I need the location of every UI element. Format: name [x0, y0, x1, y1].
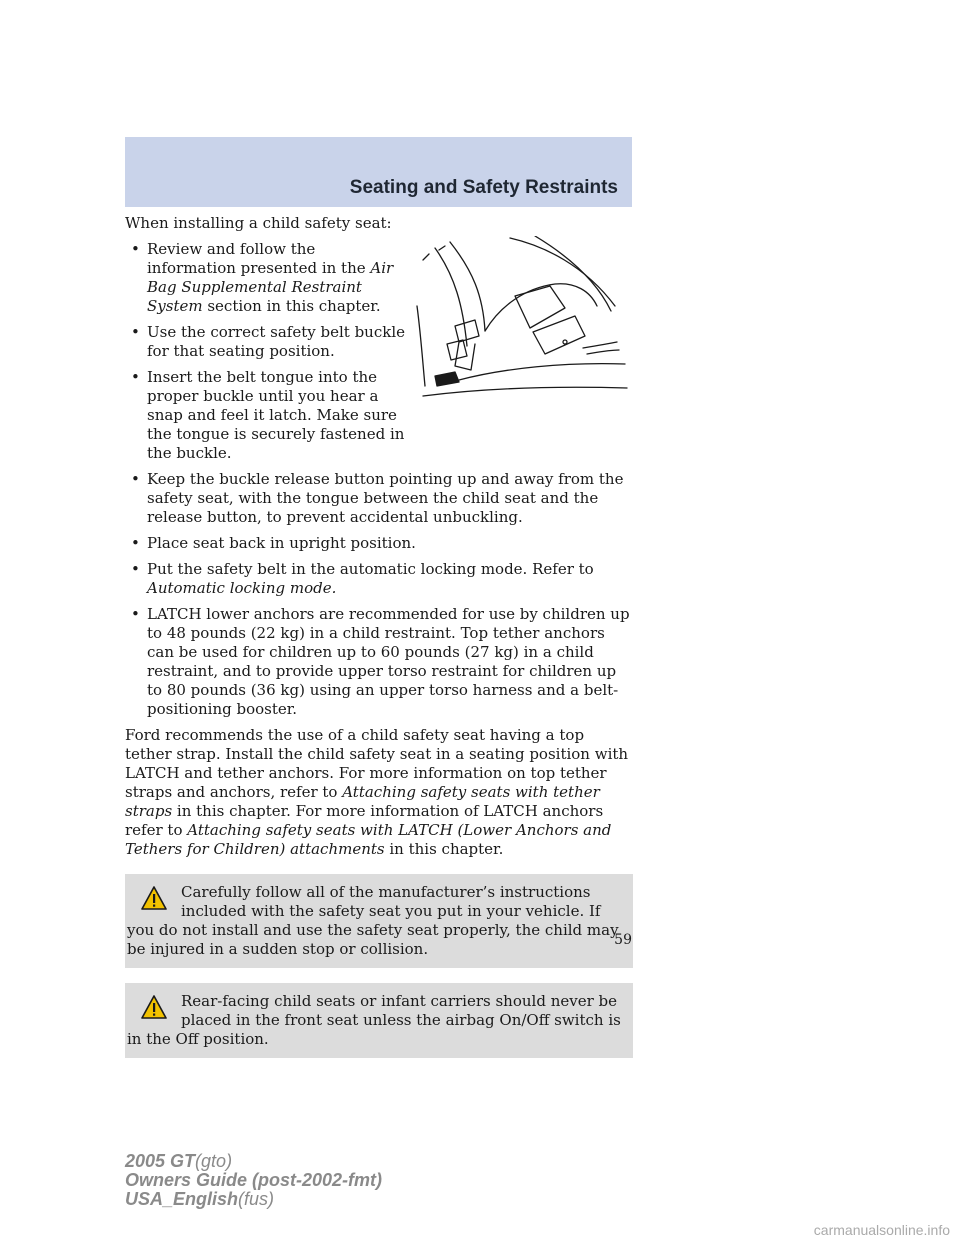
list-item: • Place seat back in upright position.	[131, 534, 416, 552]
bullet-icon: •	[131, 560, 140, 578]
warning-text: Rear-facing child seats or infant carriers should never be placed in the front seat unless the airbag On/Off switch is in the Off position.	[127, 992, 621, 1048]
bullet-icon: •	[131, 534, 140, 552]
reference-link-text: Automatic locking mode.	[147, 579, 337, 597]
list-item: • Put the safety belt in the automatic locking mode. Refer to Automatic locking mode.	[131, 560, 594, 597]
bottom-bullet-list	[125, 470, 633, 719]
bullet-icon: •	[131, 240, 140, 258]
bullet-icon: •	[131, 323, 140, 341]
watermark: carmanualsonline.info	[813, 1222, 950, 1238]
footer-line: Owners Guide (post-2002-fmt)	[125, 1170, 383, 1190]
reference-link-text: Air Bag Supplemental Restraint System	[147, 259, 394, 315]
seat-belt-buckle-illustration	[415, 236, 633, 406]
document-footer	[125, 1152, 382, 1209]
footer-line: USA_English(fus)	[125, 1189, 275, 1209]
reference-link-text: Attaching safety seats with LATCH (Lower Anchors and Tethers for Children) attachments	[125, 821, 612, 858]
list-item: • Review and follow the information presented in the Air Bag Supplemental Restraint System section in this chapter.	[131, 240, 394, 315]
list-item: • Insert the belt tongue into the proper buckle until you hear a snap and feel it latch. Make sure the tongue is securely fastened in the buckle.	[131, 368, 405, 462]
header-band	[125, 137, 632, 207]
list-item: • LATCH lower anchors are recommended for use by children up to 48 pounds (22 kg) in a child restraint. Top tether anchors can be used for children up to 60 pounds (27 kg) in a child restraint, and to provide upper torso restraint for children up to 80 pounds (36 kg) using an upper torso harness and a belt-positioning booster.	[131, 605, 630, 718]
list-item: • Use the correct safety belt buckle for that seating position.	[131, 323, 406, 360]
bullet-icon: •	[131, 605, 140, 623]
bullet-icon: •	[131, 470, 140, 488]
bullet-icon: •	[131, 368, 140, 386]
warning-triangle-icon	[141, 994, 167, 1020]
intro-text: When installing a child safety seat:	[125, 214, 392, 232]
list-item: • Keep the buckle release button pointing up and away from the safety seat, with the tongue between the child seat and the release button, to prevent accidental unbuckling.	[131, 470, 624, 526]
warning-triangle-icon	[141, 885, 167, 911]
warning-text: Carefully follow all of the manufacturer’s instructions included with the safety seat you put in your vehicle. If you do not install and use the safety seat properly, the child may be injured in a sudden stop or collision.	[127, 883, 619, 958]
warning-box	[125, 874, 633, 968]
section-title: Seating and Safety Restraints	[349, 177, 618, 198]
footer-line: 2005 GT(gto)	[125, 1151, 233, 1171]
ford-recommendation-paragraph: Ford recommends the use of a child safety seat having a top tether strap. Install the child safety seat in a seating position with LATCH and tether anchors. For more information on top tether straps and anchors, refer to Attaching safety seats with tether straps in this chapter. For more information of LATCH anchors refer to Attaching safety seats with LATCH (Lower Anchors and Tethers for Children) attachments in this chapter.	[125, 726, 629, 858]
reference-link-text: Attaching safety seats with tether straps	[125, 783, 600, 820]
page-number: 59	[614, 932, 632, 948]
warning-box	[125, 983, 633, 1058]
